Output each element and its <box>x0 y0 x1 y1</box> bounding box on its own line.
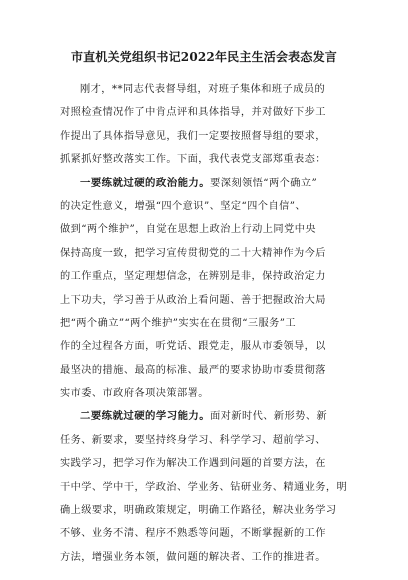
paragraph-3-line-4: 干中学、学中干，学政治、学业务、钻研业务、精通业务，明 <box>60 481 348 493</box>
document-body <box>60 78 356 569</box>
paragraph-2-line-1 <box>60 172 356 195</box>
paragraph-2-line-5: 的工作重点，坚定理想信念，在辨别是非，保持政治定力 <box>60 271 326 283</box>
paragraph-3-line-6: 不够、业务不清、程序不熟悉等问题，不断掌握新的工作 <box>60 528 326 540</box>
paragraph-3-line-5: 确上级要求，明确政策规定，明确工作路径，解决业务学习 <box>60 505 337 517</box>
paragraph-1-line-4: 抓紧抓好整改落实工作。下面，我代表党支部郑重表态： <box>60 154 326 166</box>
paragraph-3-line-2: 任务、新要求，要坚持终身学习、科学学习、超前学习、 <box>60 434 326 446</box>
paragraph-2-heading: 一要练就过硬的政治能力。 <box>80 176 211 189</box>
paragraph-1-line-3: 作提出了具体指导意见，我们一定要按照督导组的要求， <box>60 130 326 142</box>
paragraph-3-line-1 <box>60 405 356 428</box>
paragraph-1-line-1: 刚才，**同志代表督导组，对班子集体和班子成员的 <box>80 84 326 95</box>
paragraph-3-heading: 二要练就过硬的学习能力。 <box>80 410 211 423</box>
paragraph-2-line-4: 保持高度一致，把学习宣传贯彻党的二十大精神作为今后 <box>60 247 326 259</box>
paragraph-2-line-6: 上下功夫，学习善于从政治上看问题、善于把握政治大局 <box>60 294 326 306</box>
paragraph-2-line-9: 最坚决的措施、最高的标准、最严的要求协助市委贯彻落 <box>60 364 326 376</box>
paragraph-2-line-1-text: 要深刻领悟“两个确立” <box>210 177 318 189</box>
paragraph-1-line-2: 对照检查情况作了中肯点评和具体指导，并对做好下步工 <box>60 107 326 119</box>
document-title: 市直机关党组织书记2022年民主生活会表态发言 <box>70 50 337 64</box>
paragraph-2-line-7: 把“两个确立”“两个维护”实实在在贯彻“三服务”工 <box>60 317 297 329</box>
paragraph-3-line-7: 方法，增强业务本领，做问题的解决者、工作的推进者。 <box>60 551 326 563</box>
paragraph-2-line-8: 作的全过程各方面，听党话、跟党走，服从市委领导，以 <box>60 341 326 353</box>
paragraph-2-line-3: 做到“两个维护”，自觉在思想上政治上行动上同党中央 <box>60 224 316 236</box>
paragraph-3-line-3: 实践学习，把学习作为解决工作遇到问题的首要方法，在 <box>60 458 326 470</box>
paragraph-2-line-2: 的决定性意义，增强“四个意识”、坚定“四个自信”、 <box>60 200 307 212</box>
paragraph-3-line-1-text: 面对新时代、新形势、新 <box>210 411 328 423</box>
paragraph-2-line-10: 实市委、市政府各项决策部署。 <box>60 388 209 400</box>
